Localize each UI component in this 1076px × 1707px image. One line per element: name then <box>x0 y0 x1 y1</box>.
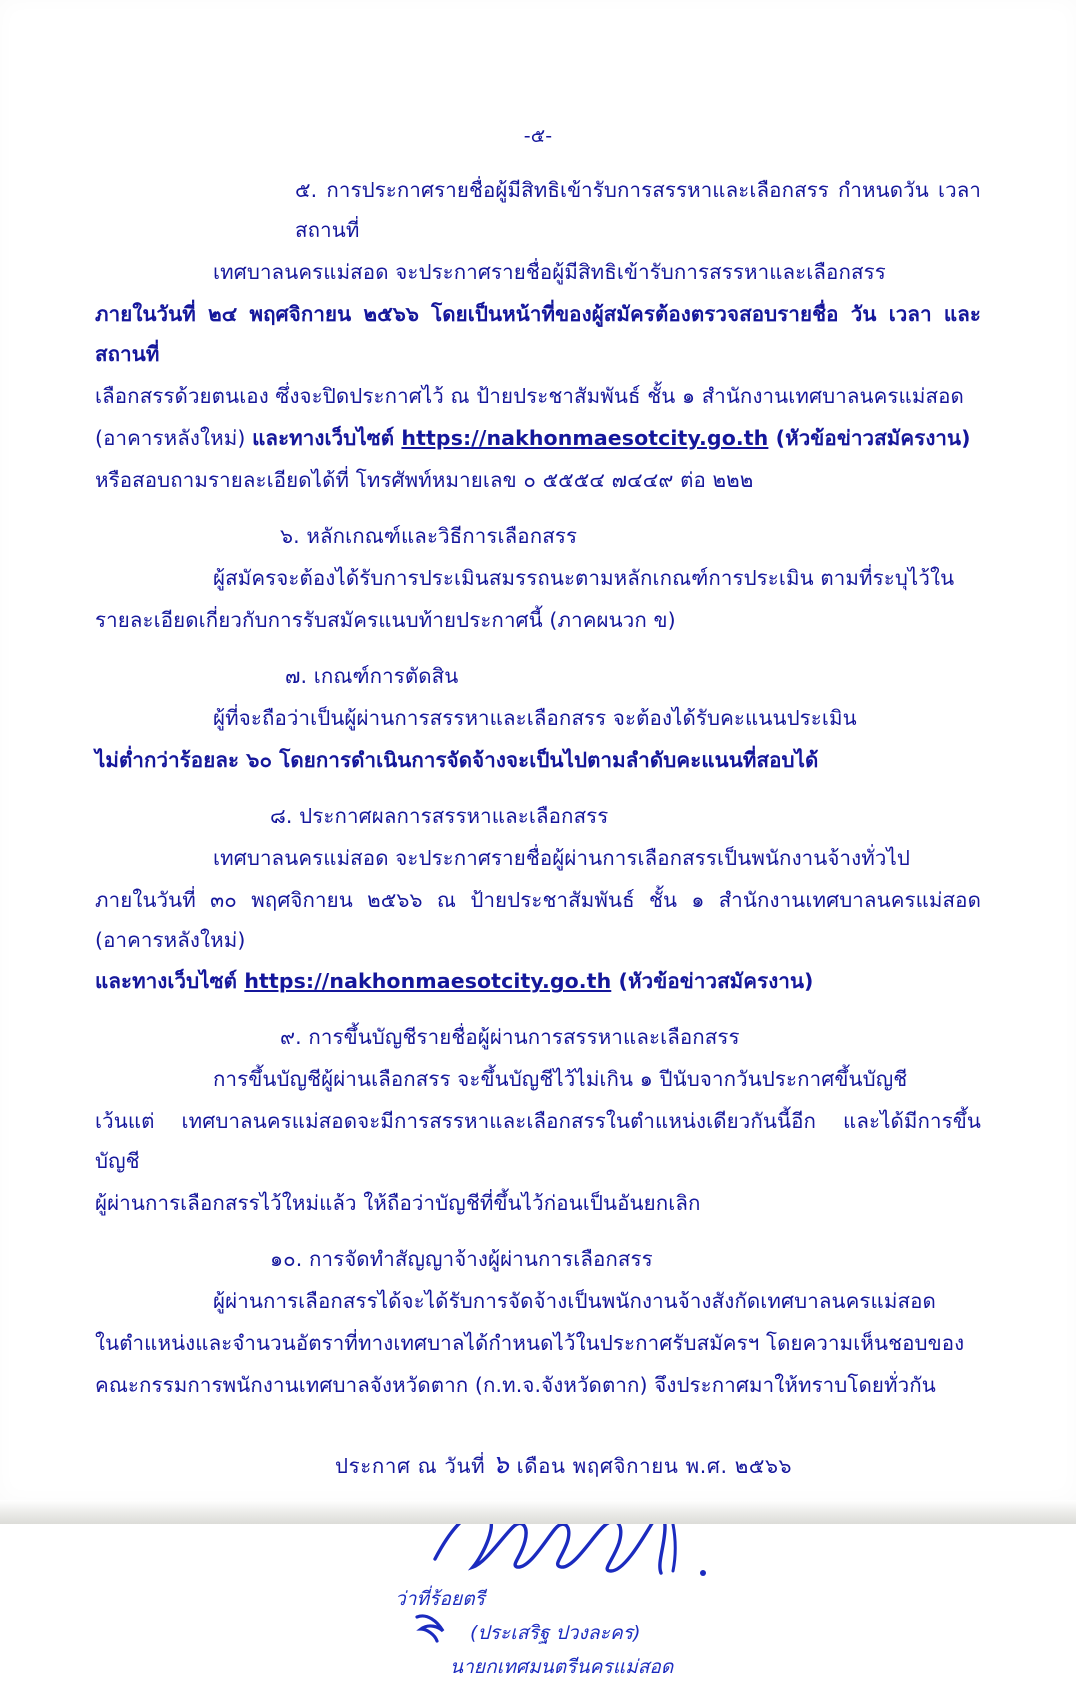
section-body-9 <box>95 1060 981 1224</box>
signature-title: นายกเทศมนตรีนครแม่สอด <box>450 1655 674 1678</box>
section-heading-7: ๗. เกณฑ์การตัดสิน <box>285 663 459 688</box>
line-text: รายละเอียดเกี่ยวกับการรับสมัครแนบท้ายประกาศนี้ (ภาคผนวก ข) <box>95 607 676 632</box>
page-bottom-edge <box>0 1500 1076 1524</box>
sign-date-year-label: พ.ศ. <box>685 1454 728 1479</box>
text-line <box>95 253 981 293</box>
section-heading-9: ๙. การขึ้นบัญชีรายชื่อผู้ผ่านการสรรหาและเลือกสรร <box>280 1025 740 1050</box>
section-heading-10: ๑๐. การจัดทำสัญญาจ้างผู้ผ่านการเลือกสรร <box>270 1247 653 1272</box>
text-line <box>95 295 981 375</box>
line-text: ในตำแหน่งและจำนวนอัตราที่ทางเทศบาลได้กำหนดไว้ในประกาศรับสมัครฯ โดยความเห็นชอบของ <box>95 1331 965 1356</box>
line-text: ผู้ผ่านการเลือกสรรได้จะได้รับการจัดจ้างเป็นพนักงานจ้างสังกัดเทศบาลนครแม่สอด <box>213 1289 936 1314</box>
section-body-8 <box>95 839 981 1003</box>
signature-name: (ประเสริฐ ปวงละคร) <box>470 1621 641 1644</box>
text-line <box>95 741 981 781</box>
line-text-prefix: (อาคารหลังใหม่) <box>95 425 253 450</box>
sign-date-prefix: ประกาศ ณ วันที่ <box>335 1454 486 1479</box>
line-text: การขึ้นบัญชีผู้ผ่านเลือกสรร จะขึ้นบัญชีไว้ไม่เกิน ๑ ปีนับจากวันประกาศขึ้นบัญชี <box>213 1067 908 1092</box>
text-line <box>95 699 981 739</box>
section-heading-8: ๘. ประกาศผลการสรรหาและเลือกสรร <box>270 803 609 828</box>
text-line <box>95 1184 981 1224</box>
line-text: คณะกรรมการพนักงานเทศบาลจังหวัดตาก (ก.ท.จ.จังหวัดตาก) จึงประกาศมาให้ทราบโดยทั่วกัน <box>95 1373 936 1398</box>
line-text-suffix: (หัวข้อข่าวสมัครงาน) <box>611 969 814 994</box>
line-text: ภายในวันที่ ๓๐ พฤศจิกายน ๒๕๖๖ ณ ป้ายประชาสัมพันธ์ ชั้น ๑ สำนักงานเทศบาลนครแม่สอด (อาคารหลังใหม่) <box>95 887 981 952</box>
text-line <box>95 881 981 961</box>
line-text: ไม่ต่ำกว่าร้อยละ ๖๐ โดยการดำเนินการจัดจ้างจะเป็นไปตามลำดับคะแนนที่สอบได้ <box>95 747 819 772</box>
section-body-10 <box>95 1282 981 1406</box>
signature-rank: ว่าที่ร้อยตรี <box>395 1587 485 1610</box>
text-line <box>95 839 981 879</box>
text-line <box>95 601 981 641</box>
line-text: ผู้ผ่านการเลือกสรรไว้ใหม่แล้ว ให้ถือว่าบัญชีที่ขึ้นไว้ก่อนเป็นอันยกเลิก <box>95 1191 701 1216</box>
sign-date-line <box>95 1440 981 1491</box>
page-number: -๕- <box>523 125 553 147</box>
line-text: ผู้สมัครจะต้องได้รับการประเมินสมรรถนะตามหลักเกณฑ์การประเมิน ตามที่ระบุไว้ใน <box>213 565 955 590</box>
line-text: เว้นแต่ เทศบาลนครแม่สอดจะมีการสรรหาและเลือกสรรในตำแหน่งเดียวกันนี้อีก และได้มีการขึ้นบัญชี <box>95 1109 981 1174</box>
section-heading-6: ๖. หลักเกณฑ์และวิธีการเลือกสรร <box>280 523 578 548</box>
section-heading-5: ๕. การประกาศรายชื่อผู้มีสิทธิเข้ารับการสรรหาและเลือกสรร กำหนดวัน เวลา สถานที่ <box>295 178 981 243</box>
line-text: ภายในวันที่ ๒๔ พฤศจิกายน ๒๕๖๖ โดยเป็นหน้าที่ของผู้สมัครต้องตรวจสอบรายชื่อ วัน เวลา และสถานที่ <box>95 301 981 366</box>
line-text: ผู้ที่จะถือว่าเป็นผู้ผ่านการสรรหาและเลือกสรร จะต้องได้รับคะแนนประเมิน <box>213 705 857 730</box>
text-line <box>95 559 981 599</box>
text-line <box>95 1324 981 1364</box>
line-text-bold: และทางเว็บไซต์ <box>95 969 245 994</box>
line-text-bold: และทางเว็บไซต์ <box>252 425 402 450</box>
text-line <box>95 461 981 501</box>
sign-date-month-label: เดือน <box>516 1454 566 1479</box>
text-line-with-link <box>95 962 981 1002</box>
line-text: หรือสอบถามรายละเอียดได้ที่ โทรศัพท์หมายเลข ๐ ๕๕๕๔ ๗๔๔๙ ต่อ ๒๒๒ <box>95 467 754 492</box>
signature-block <box>95 1497 981 1707</box>
sign-date-day: ๖ <box>492 1450 510 1481</box>
section-body-7 <box>95 699 981 781</box>
website-link[interactable]: https://nakhonmaesotcity.go.th <box>401 425 769 450</box>
text-line-with-link <box>95 419 981 459</box>
text-line <box>95 1282 981 1322</box>
text-line <box>95 1366 981 1406</box>
line-text: เทศบาลนครแม่สอด จะประกาศรายชื่อผู้ผ่านการเลือกสรรเป็นพนักงานจ้างทั่วไป <box>213 845 910 870</box>
document-body <box>95 118 981 1707</box>
text-line <box>95 377 981 417</box>
website-link-2[interactable]: https://nakhonmaesotcity.go.th <box>244 969 612 994</box>
text-line <box>95 1060 981 1100</box>
line-text: เลือกสรรด้วยตนเอง ซึ่งจะปิดประกาศไว้ ณ ป้ายประชาสัมพันธ์ ชั้น ๑ สำนักงานเทศบาลนครแม่สอด <box>95 383 964 408</box>
sign-date-month: พฤศจิกายน <box>572 1454 679 1479</box>
section-body-5 <box>95 253 981 501</box>
section-body-6 <box>95 559 981 641</box>
line-text-suffix: (หัวข้อข่าวสมัครงาน) <box>768 425 971 450</box>
sign-date-year: ๒๕๖๖ <box>734 1454 793 1479</box>
text-line <box>95 1102 981 1182</box>
line-text: เทศบาลนครแม่สอด จะประกาศรายชื่อผู้มีสิทธิเข้ารับการสรรหาและเลือกสรร <box>213 259 886 284</box>
